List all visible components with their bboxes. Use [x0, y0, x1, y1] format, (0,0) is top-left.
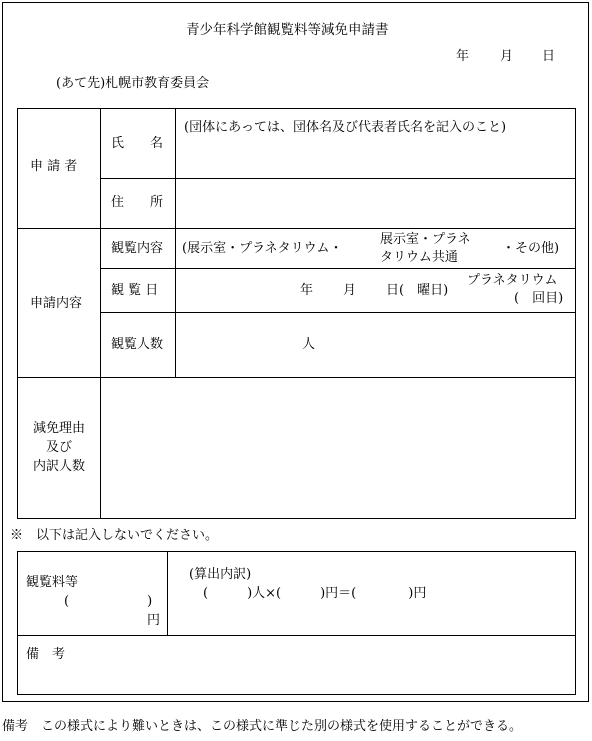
content-option-exhibit-planetarium[interactable]: (展示室・プラネタリウム・	[182, 241, 343, 256]
fee-unit: 円	[147, 613, 161, 628]
visit-date-day-weekday[interactable]: 日( 曜日)	[386, 283, 449, 298]
visit-date-month[interactable]: 月	[343, 283, 357, 298]
reason-field[interactable]	[103, 380, 574, 517]
fee-column-divider	[167, 551, 168, 635]
visitor-count-label: 観覧人数	[111, 337, 164, 352]
fee-amount-field[interactable]: ( )	[64, 594, 153, 609]
form-title: 青少年科学館観覧料等減免申請書	[186, 22, 389, 38]
visit-date-year[interactable]: 年	[300, 283, 314, 298]
reason-label-line1: 減免理由	[32, 421, 85, 436]
name-field[interactable]: (団体にあっては、団体名及び代表者氏名を記入のこと)	[184, 120, 507, 135]
date-month-label: 月	[500, 49, 514, 64]
calculation-label: (算出内訳)	[189, 567, 252, 582]
content-option-combined-line1[interactable]: 展示室・プラネ	[380, 232, 471, 247]
reason-label-line3: 内訳人数	[32, 459, 85, 474]
details-section-label: 申請内容	[30, 296, 83, 311]
fee-label: 観覧料等	[26, 575, 79, 590]
name-label: 氏 名	[111, 136, 164, 151]
content-label: 観覧内容	[111, 241, 164, 256]
field-column-divider	[175, 108, 176, 378]
remarks-label: 備 考	[26, 647, 66, 662]
address-label: 住 所	[111, 195, 164, 210]
applicant-section-label: 申 請 者	[30, 159, 78, 174]
visitor-count-field[interactable]: 人	[302, 337, 316, 352]
planetarium-label: プラネタリウム	[467, 273, 558, 288]
label-column-divider	[100, 108, 101, 519]
row-divider	[100, 268, 576, 269]
content-option-other[interactable]: ・その他)	[502, 241, 560, 256]
remarks-field[interactable]	[100, 640, 574, 692]
office-use-notice: ※ 以下は記入しないでください。	[10, 528, 219, 543]
reason-label-line2: 及び	[45, 440, 72, 455]
visit-date-label: 観 覧 日	[111, 283, 159, 298]
row-divider	[100, 178, 576, 179]
date-year-label: 年	[456, 49, 470, 64]
content-option-combined-line2[interactable]: タリウム共通	[380, 250, 458, 265]
calculation-formula[interactable]: ( )人×( )円＝( )円	[203, 586, 427, 601]
row-divider	[17, 635, 576, 636]
addressee: (あて先)札幌市教育委員会	[56, 76, 210, 91]
footer-note: 備考 この様式により難いときは、この様式に準じた別の様式を使用することができる。	[2, 719, 523, 734]
planetarium-round-field[interactable]: ( 回目)	[514, 291, 564, 306]
address-field[interactable]	[178, 181, 574, 226]
date-day-label: 日	[542, 49, 556, 64]
row-divider	[100, 312, 576, 313]
